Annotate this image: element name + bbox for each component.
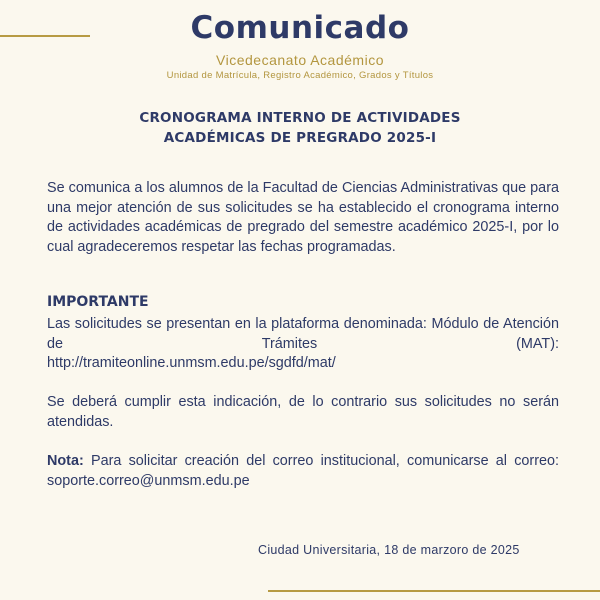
important-text: Las solicitudes se presentan en la plataforma denominada: Módulo de Atención de Trámites (MAT): xyxy=(47,316,559,352)
note-label: Nota: xyxy=(47,453,84,469)
platform-link[interactable]: http://tramiteonline.unmsm.edu.pe/sgdfd/mat/ xyxy=(47,355,336,371)
headline-line-2: ACADÉMICAS DE PREGRADO 2025-I xyxy=(163,130,437,146)
office-subtitle: Vicedecanato Académico xyxy=(216,52,384,68)
important-paragraph xyxy=(47,315,559,374)
note-text: Para solicitar creación del correo institucional, comunicarse al correo: soporte.correo@unmsm.edu.pe xyxy=(47,453,559,489)
intro-paragraph: Se comunica a los alumnos de la Facultad de Ciencias Administrativas que para una mejor atención de sus solicitudes se ha establecido el cronograma interno de actividades académicas de pregrado del semestre académico 2025-I, por lo cual agradeceremos respetar las fechas programadas. xyxy=(47,180,559,255)
note-paragraph xyxy=(47,452,559,491)
page-title: Comunicado xyxy=(190,10,410,46)
announcement-headline xyxy=(0,108,600,148)
compliance-paragraph: Se deberá cumplir esta indicación, de lo contrario sus solicitudes no serán atendidas. xyxy=(47,394,559,430)
headline-line-1: CRONOGRAMA INTERNO DE ACTIVIDADES xyxy=(139,110,461,126)
important-heading: IMPORTANTE xyxy=(47,294,149,310)
place-date: Ciudad Universitaria, 18 de marzoro de 2025 xyxy=(258,543,520,557)
unit-name: Unidad de Matrícula, Registro Académico, Grados y Títulos xyxy=(166,70,434,81)
bottom-decorative-rule xyxy=(268,590,600,592)
